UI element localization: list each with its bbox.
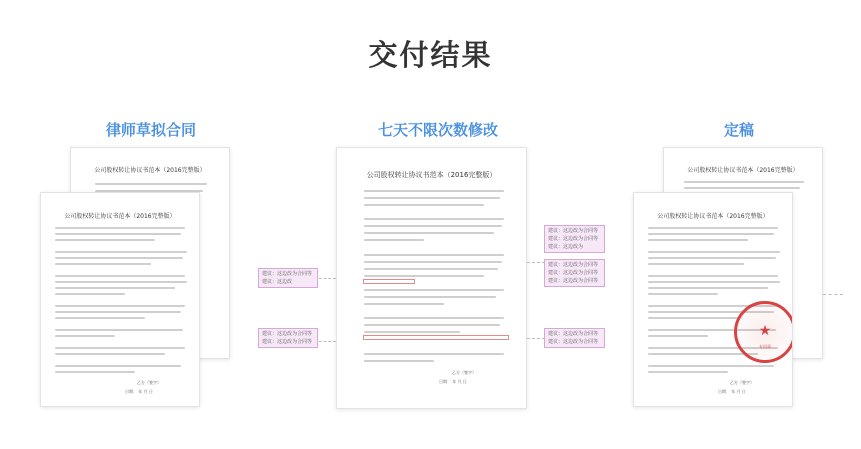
review-note: 建议：这边改为合同等 建议：这边改为合同等 建议：这边改为合同等: [544, 259, 605, 287]
signature-label: 乙方（签字）: [452, 370, 476, 375]
document-title: 公司股权转让协议书范本（2016完整版）: [366, 171, 497, 179]
highlight-mark: [363, 335, 509, 340]
document-front-left: [40, 192, 200, 407]
section-title-revise: 七天不限次数修改: [378, 121, 499, 139]
note-connector: [527, 338, 545, 339]
date-label: 日期： 年 月 日: [718, 389, 746, 394]
note-connector: [823, 294, 843, 295]
signature-label: 乙方（签字）: [730, 380, 754, 385]
review-note: 建议：这边改为合同等 建议：这边改: [258, 268, 318, 288]
date-label: 日期： 年 月 日: [125, 389, 153, 394]
review-note: 建议：这边改为合同等 建议：这边改为合同等 建议：这边改为: [544, 225, 605, 253]
star-icon: ★: [758, 323, 772, 339]
document-revision: [336, 147, 527, 409]
document-title: 公司股权转让协议书范本（2016完整版）: [687, 167, 799, 174]
highlight-mark: [363, 279, 415, 284]
official-seal: [734, 301, 793, 363]
signature-label: 乙方（签字）: [137, 380, 161, 385]
seal-text: 专用章: [759, 344, 771, 349]
section-title-final: 定稿: [724, 121, 755, 139]
date-label: 日期： 年 月 日: [439, 379, 467, 384]
review-note: 建议：这边改为合同等 建议：这边改为合同等: [544, 328, 605, 348]
note-connector: [527, 262, 545, 263]
page-title: 交付结果: [368, 38, 493, 72]
review-note: 建议：这边改为合同等 建议：这边改为合同等: [258, 328, 318, 348]
document-title: 公司股权转让协议书范本（2016完整版）: [657, 213, 769, 220]
section-title-draft: 律师草拟合同: [106, 121, 197, 139]
document-title: 公司股权转让协议书范本（2016完整版）: [64, 213, 176, 220]
document-title: 公司股权转让协议书范本（2016完整版）: [94, 167, 206, 174]
document-final: [633, 192, 793, 407]
